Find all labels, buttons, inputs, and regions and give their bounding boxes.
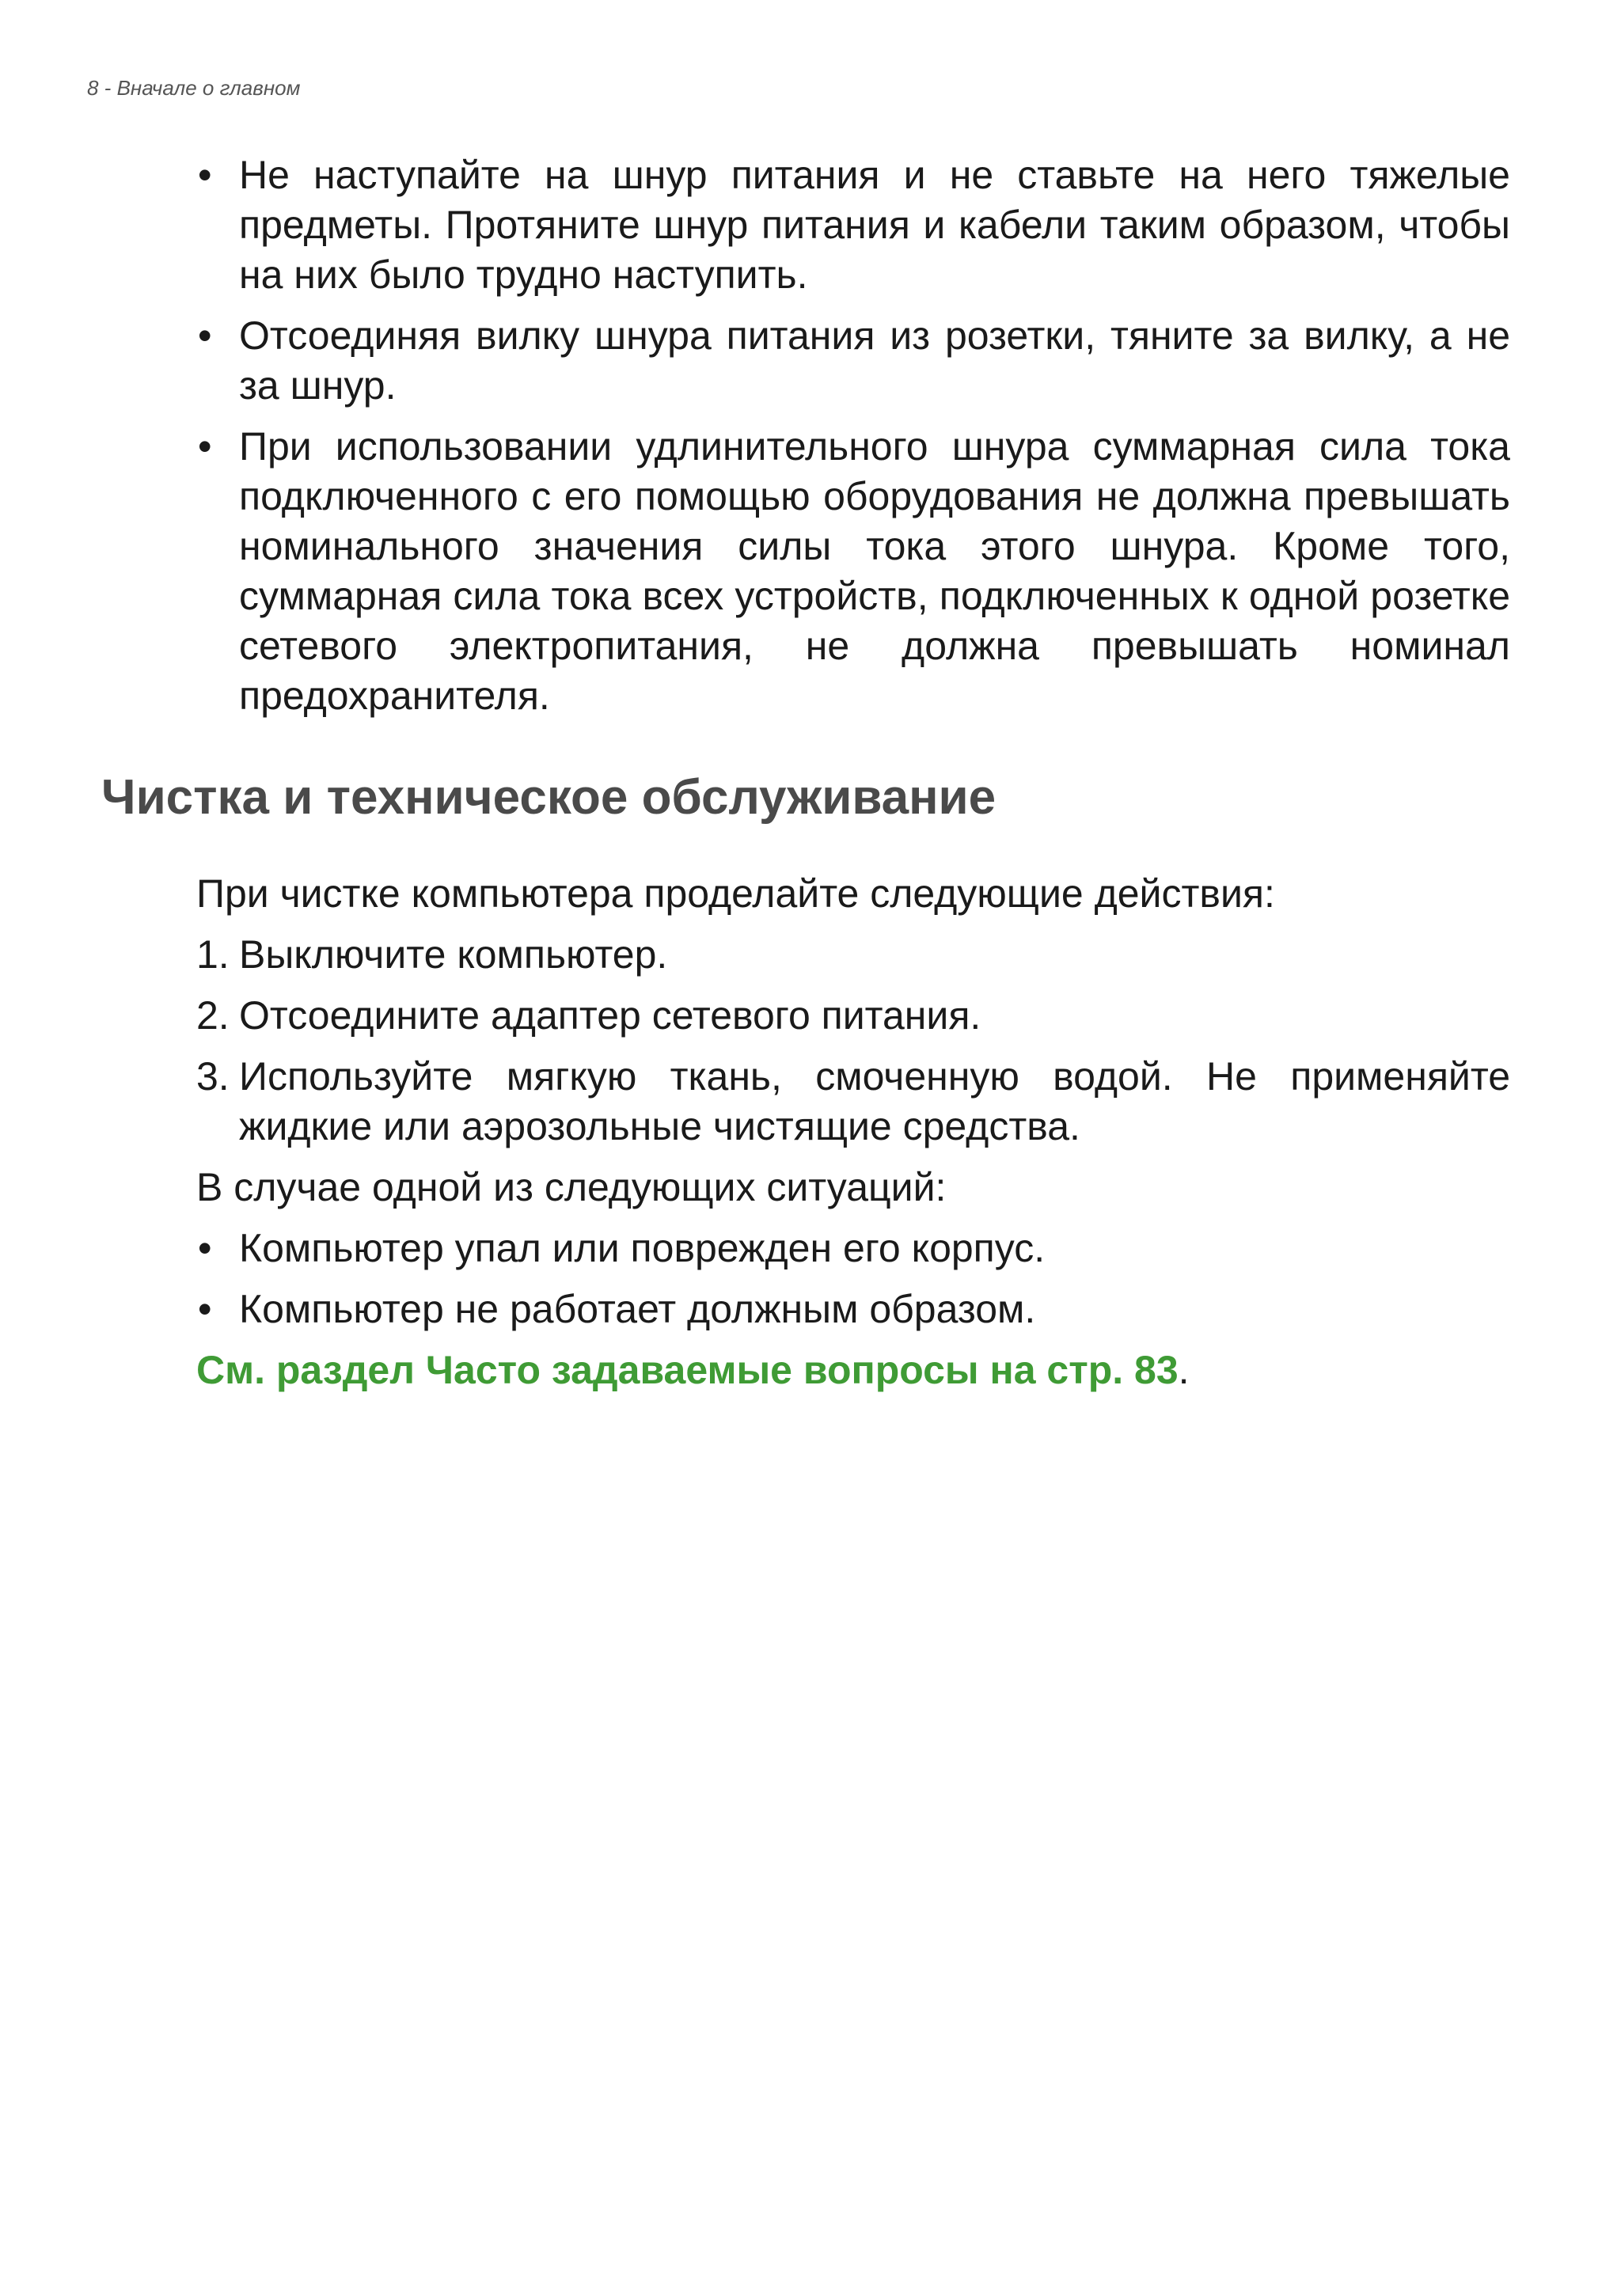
list-item-text: Компьютер не работает должным образом.: [239, 1287, 1036, 1331]
bullet-marker: •: [198, 1287, 212, 1331]
list-item: [196, 1285, 1510, 1334]
list-item-text: Отсоедините адаптер сетевого питания.: [239, 993, 981, 1038]
section-title: Чистка и техническое обслуживание: [101, 770, 997, 825]
list-item-text: При использовании удлинительного шнура суммарная сила тока подключенного с его помощью оборудования не должна превышать номинального значения силы тока этого шнура. Кроме того, суммарная сила тока всех устройств, подключенных к одной розетке сетевого электропитания, не должна превышать номинал предохранителя.: [239, 424, 1510, 718]
safety-bullet-list: [196, 150, 1510, 732]
list-item: [196, 1052, 1510, 1152]
reference-period: .: [1178, 1348, 1190, 1392]
list-item: [196, 422, 1510, 721]
section-intro: При чистке компьютера проделайте следующие действия:: [196, 871, 1275, 916]
list-item-text: Выключите компьютер.: [239, 932, 668, 977]
step-number: 3.: [196, 1054, 230, 1099]
bullet-marker: •: [198, 1226, 212, 1270]
list-item-text: Используйте мягкую ткань, смоченную водой. Не применяйте жидкие или аэрозольные чистящие средства.: [239, 1054, 1510, 1148]
list-item-text: Компьютер упал или поврежден его корпус.: [239, 1226, 1046, 1270]
list-item: [196, 311, 1510, 411]
situations-list: [196, 1224, 1510, 1334]
cleaning-steps-list: [196, 930, 1510, 1152]
situations-intro: В случае одной из следующих ситуаций:: [196, 1165, 947, 1209]
faq-reference-link[interactable]: См. раздел Часто задаваемые вопросы на стр. 83: [196, 1348, 1179, 1392]
step-number: 2.: [196, 993, 230, 1038]
list-item: [196, 1224, 1510, 1273]
list-item: [196, 930, 1510, 980]
cleaning-section-body: [196, 869, 1510, 1395]
running-header: 8 - Вначале о главном: [87, 76, 301, 100]
bullet-marker: •: [198, 424, 212, 469]
list-item-text: Отсоединяя вилку шнура питания из розетки, тяните за вилку, а не за шнур.: [239, 313, 1510, 408]
list-item: [196, 991, 1510, 1041]
bullet-marker: •: [198, 313, 212, 358]
list-item-text: Не наступайте на шнур питания и не ставьте на него тяжелые предметы. Протяните шнур питания и кабели таким образом, чтобы на них было трудно наступить.: [239, 153, 1510, 297]
reference-line: [196, 1345, 1510, 1395]
bullet-marker: •: [198, 153, 212, 197]
step-number: 1.: [196, 932, 230, 977]
list-item: [196, 150, 1510, 300]
